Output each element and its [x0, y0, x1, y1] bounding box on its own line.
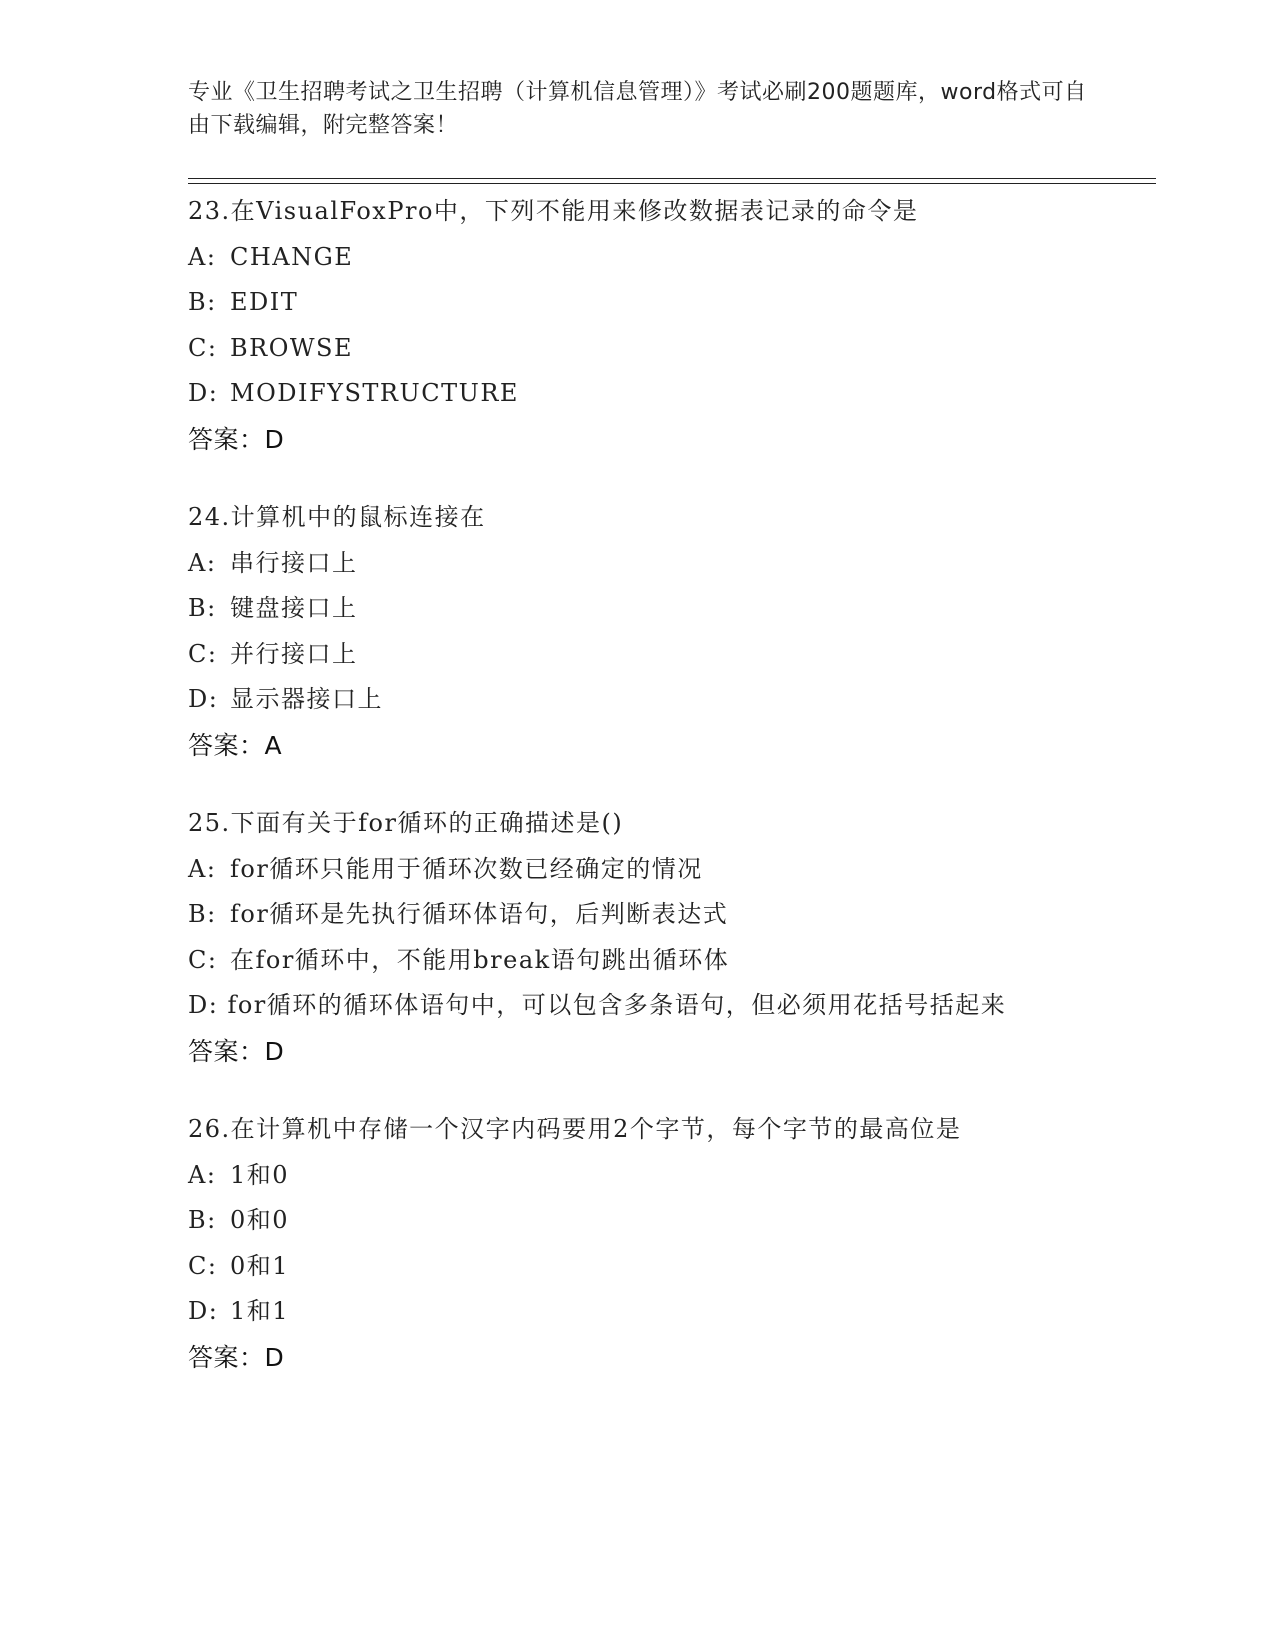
option-d — [188, 983, 1088, 1029]
question-24 — [188, 495, 1088, 768]
answer-line: 答案：D — [188, 1036, 285, 1066]
option-text: 显示器接口上 — [230, 685, 383, 713]
option-text: BROWSE — [230, 333, 354, 362]
option-label: D: — [188, 991, 219, 1019]
document-header: 专业《卫生招聘考试之卫生招聘（计算机信息管理）》考试必刷200题题库，word格式可自由下载编辑，附完整答案！ — [188, 80, 1087, 138]
answer-line: 答案：A — [188, 730, 283, 760]
option-c — [188, 1244, 1088, 1290]
answer-line: 答案：D — [188, 424, 285, 454]
option-label: B: — [188, 1206, 217, 1234]
option-text: CHANGE — [230, 242, 354, 271]
option-a — [188, 847, 1088, 893]
option-text: for循环的循环体语句中，可以包含多条语句，但必须用花括号括起来 — [227, 991, 1007, 1019]
option-label: B: — [188, 288, 217, 316]
option-a — [188, 235, 1088, 281]
option-label: D: — [188, 685, 219, 713]
question-stem: 23.在VisualFoxPro中，下列不能用来修改数据表记录的命令是 — [188, 197, 919, 225]
option-text: 1和0 — [230, 1160, 290, 1189]
option-label: D: — [188, 379, 219, 407]
option-b — [188, 280, 1088, 326]
option-b — [188, 586, 1088, 632]
question-stem: 26.在计算机中存储一个汉字内码要用2个字节，每个字节的最高位是 — [188, 1115, 962, 1143]
option-text: 串行接口上 — [230, 548, 358, 577]
question-25 — [188, 801, 1088, 1074]
option-label: A: — [188, 242, 217, 271]
header-divider-bottom — [188, 183, 1156, 184]
question-26 — [188, 1107, 1088, 1380]
option-text: MODIFYSTRUCTURE — [230, 379, 519, 407]
answer-line: 答案：D — [188, 1342, 285, 1372]
option-text: 键盘接口上 — [230, 594, 358, 622]
question-list — [188, 189, 1088, 1413]
option-d — [188, 371, 1088, 417]
question-stem: 25.下面有关于for循环的正确描述是() — [188, 809, 624, 837]
option-label: B: — [188, 594, 217, 622]
option-c — [188, 938, 1088, 984]
option-c — [188, 632, 1088, 678]
option-d — [188, 1289, 1088, 1335]
option-text: for循环是先执行循环体语句，后判断表达式 — [230, 900, 729, 928]
option-label: C: — [188, 945, 218, 974]
question-stem: 24.计算机中的鼠标连接在 — [188, 503, 486, 531]
header-divider-top — [188, 178, 1156, 179]
option-b — [188, 1198, 1088, 1244]
option-text: 在for循环中，不能用break语句跳出循环体 — [230, 945, 730, 974]
option-text: 并行接口上 — [230, 639, 358, 668]
option-label: A: — [188, 548, 217, 577]
option-label: D: — [188, 1297, 219, 1325]
option-label: C: — [188, 333, 218, 362]
option-text: EDIT — [230, 288, 299, 316]
option-text: 0和0 — [230, 1206, 290, 1234]
option-label: A: — [188, 1160, 217, 1189]
option-a — [188, 1153, 1088, 1199]
option-text: 0和1 — [230, 1251, 290, 1280]
option-a — [188, 541, 1088, 587]
option-text: 1和1 — [230, 1297, 290, 1325]
option-label: C: — [188, 1251, 218, 1280]
option-label: B: — [188, 900, 217, 928]
option-label: A: — [188, 854, 217, 883]
option-b — [188, 892, 1088, 938]
option-c — [188, 326, 1088, 372]
question-23 — [188, 189, 1088, 462]
option-label: C: — [188, 639, 218, 668]
option-text: for循环只能用于循环次数已经确定的情况 — [230, 854, 703, 883]
option-d — [188, 677, 1088, 723]
